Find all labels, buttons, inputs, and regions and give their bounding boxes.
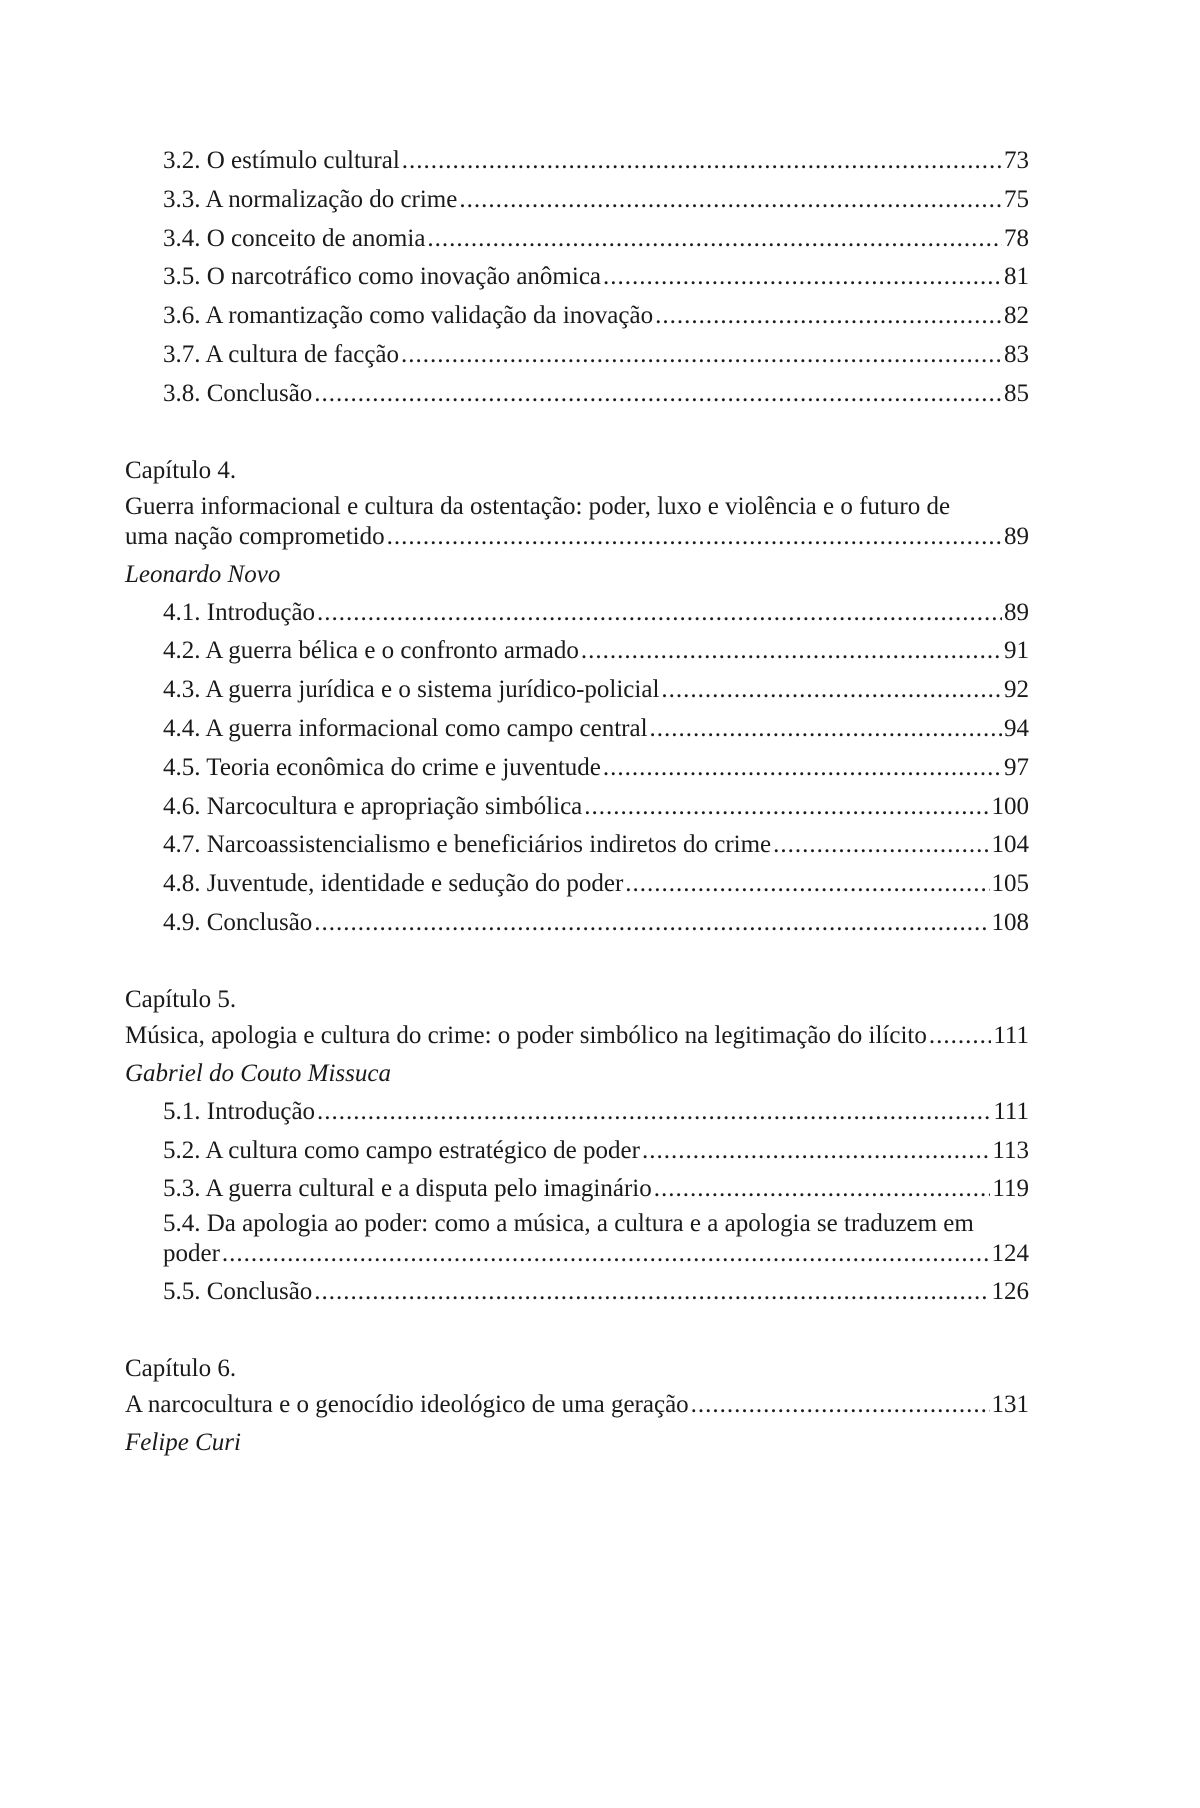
toc-page-number: 97: [1004, 753, 1029, 781]
leader-dots: [581, 632, 1002, 671]
toc-entry[interactable]: [125, 1132, 1029, 1171]
toc-entry-label: 5.2. A cultura como campo estratégico de poder: [163, 1136, 640, 1164]
chapter-author: Gabriel do Couto Missuca: [125, 1059, 391, 1087]
toc-entry[interactable]: [125, 865, 1029, 904]
toc-entry[interactable]: [125, 258, 1029, 297]
toc-entry[interactable]: [125, 1273, 1029, 1312]
toc-page-number: 83: [1004, 340, 1029, 368]
toc-entry[interactable]: [125, 710, 1029, 749]
chapter-title-entry[interactable]: [125, 1021, 1029, 1055]
chapter-title-entry[interactable]: [125, 522, 1029, 556]
leader-dots: [459, 181, 1002, 220]
toc-entry-label: 3.3. A normalização do crime: [163, 185, 458, 213]
toc-entry[interactable]: [125, 220, 1029, 259]
toc-page-number: 92: [1004, 676, 1029, 704]
toc-entry-label: 5.5. Conclusão: [163, 1278, 313, 1306]
spacer: [125, 414, 1029, 450]
toc-entry-label: 4.8. Juventude, identidade e sedução do poder: [163, 870, 624, 898]
toc-entry[interactable]: [125, 826, 1029, 865]
leader-dots: [317, 594, 1002, 633]
toc-page-number: 111: [993, 1097, 1029, 1125]
toc-page-number: 108: [991, 908, 1029, 936]
toc-entry[interactable]: [125, 904, 1029, 943]
leader-dots: [401, 336, 1002, 375]
chapter-author: Leonardo Novo: [125, 560, 281, 588]
toc-page-number: 82: [1004, 302, 1029, 330]
leader-dots: [654, 1170, 991, 1209]
chapter-title-entry[interactable]: [125, 1390, 1029, 1424]
toc-page-number: 89: [1004, 522, 1029, 550]
leader-dots: [625, 865, 989, 904]
toc-entry-label: 5.1. Introdução: [163, 1097, 316, 1125]
toc-page-number: 111: [993, 1021, 1029, 1049]
chapter-author: Felipe Curi: [125, 1428, 241, 1456]
chapter-title-line[interactable]: Guerra informacional e cultura da ostentação: poder, luxo e violência e o futuro de: [125, 492, 951, 520]
toc-entry[interactable]: [125, 632, 1029, 671]
leader-dots: [661, 671, 1002, 710]
toc-page-number: 91: [1004, 637, 1029, 665]
toc-page-number: 126: [991, 1278, 1029, 1306]
toc-entry-label: poder: [163, 1240, 220, 1268]
chapter-heading: Capítulo 6.: [125, 1354, 237, 1382]
toc-page-number: 131: [991, 1390, 1029, 1418]
toc-entry-label: 4.4. A guerra informacional como campo central: [163, 714, 648, 742]
leader-dots: [317, 1093, 991, 1132]
toc-entry[interactable]: [125, 142, 1029, 181]
toc-entry-label: 4.7. Narcoassistencialismo e beneficiários indiretos do crime: [163, 831, 772, 859]
toc-entry-label: 4.5. Teoria econômica do crime e juventude: [163, 753, 601, 781]
chapter-heading: Capítulo 5.: [125, 985, 237, 1013]
toc-entry-label: 3.2. O estímulo cultural: [163, 147, 400, 174]
toc-entry-label: 3.7. A cultura de facção: [163, 340, 400, 368]
toc-page-number: 104: [991, 831, 1029, 859]
toc-page-number: 105: [991, 870, 1029, 898]
toc-page-number: 124: [991, 1240, 1029, 1268]
leader-dots: [427, 220, 1002, 259]
leader-dots: [314, 904, 989, 943]
leader-dots: [584, 788, 989, 827]
leader-dots: [929, 1021, 991, 1051]
toc-entry[interactable]: [125, 1093, 1029, 1132]
toc-entry-label: 4.2. A guerra bélica e o confronto armado: [163, 637, 579, 665]
toc-entry-label: 3.5. O narcotráfico como inovação anômica: [163, 263, 602, 291]
toc-entry[interactable]: [125, 594, 1029, 633]
toc-page-number: 113: [992, 1136, 1029, 1164]
leader-dots: [314, 375, 1002, 414]
toc-page-number: 78: [1004, 224, 1029, 252]
toc-entry-label: 3.8. Conclusão: [163, 379, 313, 407]
leader-dots: [691, 1390, 990, 1420]
toc-page-number: 81: [1004, 263, 1029, 291]
toc-entry-label: 4.1. Introdução: [163, 598, 316, 626]
toc-page-number: 119: [992, 1175, 1029, 1203]
chapter-title-line: uma nação comprometido: [125, 522, 385, 550]
leader-dots: [402, 142, 1002, 181]
chapter-title-line: Música, apologia e cultura do crime: o poder simbólico na legitimação do ilícito: [125, 1021, 927, 1049]
leader-dots: [642, 1132, 990, 1171]
leader-dots: [603, 749, 1002, 788]
toc-page-number: 89: [1004, 598, 1029, 626]
toc-entry[interactable]: [125, 1170, 1029, 1209]
chapter-title-line: A narcocultura e o genocídio ideológico de uma geração: [125, 1390, 689, 1418]
spacer: [125, 943, 1029, 979]
toc-entry[interactable]: [125, 671, 1029, 710]
toc-entry[interactable]: [125, 1239, 1029, 1273]
leader-dots: [655, 297, 1002, 336]
toc-entry[interactable]: [125, 375, 1029, 414]
leader-dots: [314, 1273, 989, 1312]
toc-page-number: 73: [1004, 147, 1029, 174]
toc-entry[interactable]: [125, 181, 1029, 220]
leader-dots: [773, 826, 989, 865]
spacer: [125, 1312, 1029, 1348]
toc-entry-label: 4.3. A guerra jurídica e o sistema jurídico-policial: [163, 676, 660, 704]
leader-dots: [222, 1239, 990, 1269]
leader-dots: [387, 522, 1002, 552]
toc-page-number: 85: [1004, 379, 1029, 407]
toc-entry[interactable]: [125, 336, 1029, 375]
toc-entry[interactable]: [125, 297, 1029, 336]
toc-entry-label: 3.4. O conceito de anomia: [163, 224, 426, 252]
toc-entry[interactable]: [125, 788, 1029, 827]
toc-page-number: 94: [1004, 714, 1029, 742]
toc-entry-line[interactable]: 5.4. Da apologia ao poder: como a música, a cultura e a apologia se traduzem em: [163, 1210, 974, 1238]
table-of-contents: [125, 142, 1029, 1462]
toc-entry-label: 3.6. A romantização como validação da inovação: [163, 302, 654, 330]
chapter-heading: Capítulo 4.: [125, 456, 237, 484]
leader-dots: [650, 710, 1002, 749]
toc-entry-label: 5.3. A guerra cultural e a disputa pelo imaginário: [163, 1175, 652, 1203]
leader-dots: [603, 258, 1002, 297]
toc-entry[interactable]: [125, 749, 1029, 788]
toc-page-number: 75: [1004, 185, 1029, 213]
toc-entry-label: 4.9. Conclusão: [163, 908, 313, 936]
toc-page-number: 100: [991, 792, 1029, 820]
toc-entry-label: 4.6. Narcocultura e apropriação simbólica: [163, 792, 583, 820]
